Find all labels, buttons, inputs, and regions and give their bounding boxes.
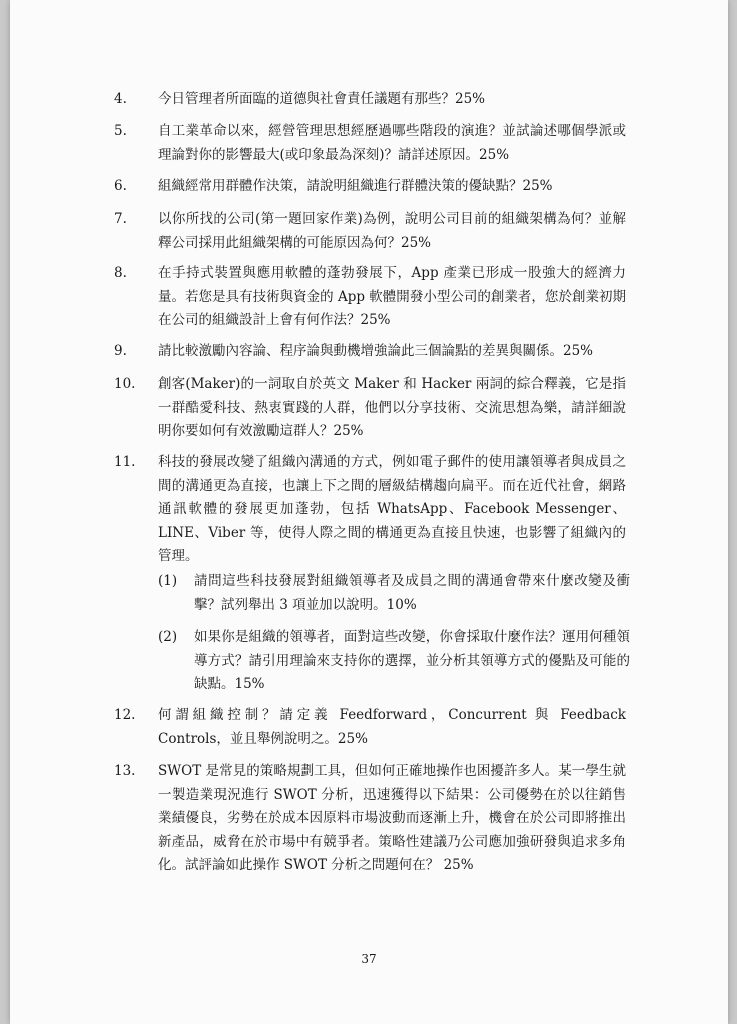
question-number: 5. [114,123,127,139]
question-number: 6. [114,178,127,194]
question-text: 創客(Maker)的一詞取自於英文 Maker 和 Hacker 兩詞的綜合釋義，它是指一群酷愛科技、熱衷實踐的人群，他們以分享技術、交流思想為樂，請詳細說明你要如何有效激勵這群人？25% [158,376,626,439]
question-text: 何謂組織控制？請定義 Feedforward，Concurrent 與 Feedback Controls，並且舉例說明之。25% [158,707,626,747]
question-number: 9. [114,343,127,359]
sub-question-number: (2) [158,629,178,645]
sub-question-number: (1) [158,573,178,589]
question-number: 13. [114,763,136,779]
question-number: 11. [114,454,136,470]
question-text: 今日管理者所面臨的道德與社會責任議題有那些？25% [158,91,486,107]
sub-question-text: 請問這些科技發展對組織領導者及成員之間的溝通會帶來什麼改變及衝擊？試列舉出 3 項並加以說明。10% [194,573,630,613]
document-page [10,0,728,1024]
question-number: 8. [114,265,127,281]
question-text: 科技的發展改變了組織內溝通的方式，例如電子郵件的使用讓領導者與成員之間的溝通更為直接，也讓上下之間的層級結構趨向扁平。而在近代社會，網路通訊軟體的發展更加蓬勃，包括 WhatsApp、Facebook Messenger、LINE、Viber 等，使得人際之間的構通更為直接且快速，也影響了組織內的管理。 [158,454,626,564]
question-number: 12. [114,707,136,723]
question-number: 10. [114,376,136,392]
question-text: 請比較激勵內容論、程序論與動機增強論此三個論點的差異與關係。25% [158,343,594,359]
question-text: 在手持式裝置與應用軟體的蓬勃發展下，App 產業已形成一股強大的經濟力量。若您是具有技術與資金的 App 軟體開發小型公司的創業者，您於創業初期在公司的組織設計上會有何作法？25% [158,265,626,328]
page-number: 37 [361,952,377,966]
question-text: 自工業革命以來，經營管理思想經歷過哪些階段的演進？並試論述哪個學派或理論對你的影響最大(或印象最為深刻)？請詳述原因。25% [158,123,626,163]
question-text: 組織經常用群體作決策，請說明組織進行群體決策的優缺點？25% [158,178,553,194]
sub-question-text: 如果你是組織的領導者，面對這些改變，你會採取什麼作法？運用何種領導方式？請引用理論來支持你的選擇，並分析其領導方式的優點及可能的缺點。15% [194,629,630,692]
question-number: 7. [114,211,127,227]
question-text: 以你所找的公司(第一題回家作業)為例，說明公司目前的組織架構為何？並解釋公司採用此組織架構的可能原因為何？25% [158,211,626,251]
question-text: SWOT 是常見的策略規劃工具，但如何正確地操作也困擾許多人。某一學生就一製造業現況進行 SWOT 分析，迅速獲得以下結果：公司優勢在於以往銷售業績優良，劣勢在於成本因原料市場波動而逐漸上升，機會在於公司即將推出新產品，威脅在於市場中有競爭者。策略性建議乃公司應加強研發與追求多角化。試評論如此操作 SWOT 分析之問題何在？ 25% [158,763,626,873]
question-number: 4. [114,91,127,107]
